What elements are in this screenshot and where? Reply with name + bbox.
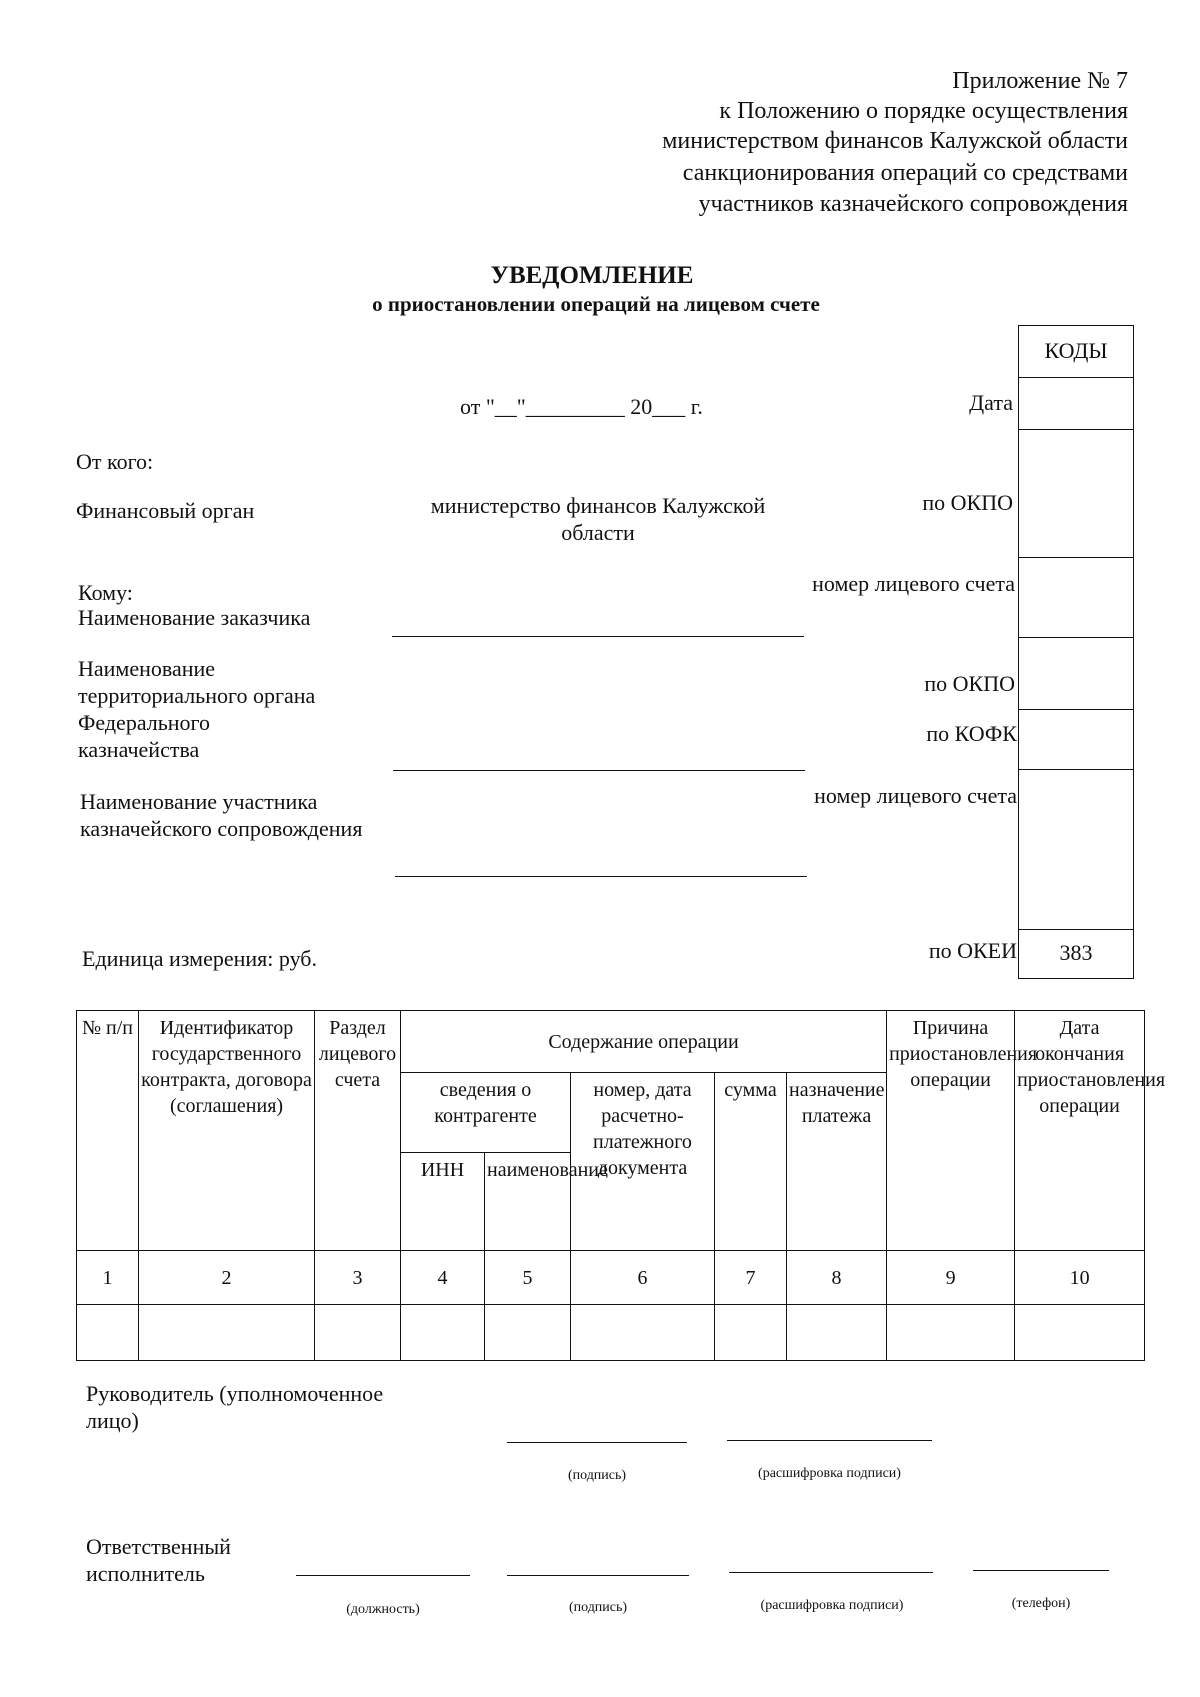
okpo-label-2: по ОКПО bbox=[924, 671, 1015, 696]
head-label: Руководитель (уполномоченное лицо) bbox=[86, 1381, 384, 1433]
customer-label: Наименование заказчика bbox=[78, 605, 311, 630]
table-cell[interactable] bbox=[485, 1305, 571, 1361]
kofk-label: по КОФК bbox=[926, 721, 1017, 746]
head-decode-caption: (расшифровка подписи) bbox=[758, 1466, 901, 1481]
territorial-organ-label: Наименование территориального органа Федерального казначейства bbox=[78, 656, 316, 762]
column-number: 1 bbox=[77, 1251, 139, 1305]
col-purpose-header: назначение платежа bbox=[787, 1073, 887, 1251]
col-section-header: Раздел лицевого счета bbox=[315, 1011, 401, 1251]
column-number: 4 bbox=[401, 1251, 485, 1305]
code-okpo-cell[interactable] bbox=[1019, 430, 1133, 558]
code-date-cell[interactable] bbox=[1019, 378, 1133, 430]
okei-label: по ОКЕИ bbox=[928, 938, 1017, 963]
code-okei-cell: 383 bbox=[1059, 940, 1093, 965]
col-number-header: № п/п bbox=[77, 1011, 139, 1251]
table-cell[interactable] bbox=[315, 1305, 401, 1361]
date-line: от "__"_________ 20___ г. bbox=[460, 394, 703, 419]
financial-organ-label: Финансовый орган bbox=[76, 498, 255, 523]
col-name-header: наименование bbox=[485, 1153, 571, 1251]
col-contract-header: Идентификатор государственного контракта, договора (соглашения) bbox=[139, 1011, 315, 1251]
unit-label: Единица измерения: руб. bbox=[82, 946, 317, 971]
account-label-1: номер лицевого счета bbox=[812, 571, 1015, 596]
appendix-line-5: участников казначейского сопровождения bbox=[698, 191, 1128, 217]
appendix-line-4: санкционирования операций со средствами bbox=[682, 160, 1128, 186]
appendix-number: Приложение № 7 bbox=[952, 68, 1128, 94]
head-decode-field[interactable] bbox=[727, 1440, 932, 1441]
head-signature-field[interactable] bbox=[507, 1442, 687, 1443]
col-reason-header: Причина приостановления операции bbox=[887, 1011, 1015, 1251]
table-cell[interactable] bbox=[139, 1305, 315, 1361]
table-cell[interactable] bbox=[787, 1305, 887, 1361]
contractor-info-header: сведения о контрагенте bbox=[401, 1073, 571, 1153]
column-number: 10 bbox=[1015, 1251, 1145, 1305]
responsible-decode-caption: (расшифровка подписи) bbox=[760, 1598, 904, 1613]
column-numbers-row bbox=[77, 1251, 1145, 1305]
appendix-line-2: к Положению о порядке осуществления bbox=[719, 98, 1128, 124]
customer-field[interactable] bbox=[392, 636, 804, 637]
territorial-organ-field[interactable] bbox=[393, 770, 805, 771]
column-number: 5 bbox=[485, 1251, 571, 1305]
table-cell[interactable] bbox=[887, 1305, 1015, 1361]
col-sum-header: сумма bbox=[715, 1073, 787, 1251]
from-label: От кого: bbox=[76, 449, 154, 474]
responsible-decode-field[interactable] bbox=[729, 1572, 933, 1573]
head-signature-caption: (подпись) bbox=[567, 1468, 627, 1483]
to-label: Кому: bbox=[78, 580, 133, 605]
codes-column bbox=[1018, 325, 1134, 979]
responsible-phone-field[interactable] bbox=[973, 1570, 1109, 1571]
appendix-line-3: министерством финансов Калужской области bbox=[662, 128, 1128, 154]
responsible-signature-caption: (подпись) bbox=[568, 1600, 628, 1615]
column-number: 9 bbox=[887, 1251, 1015, 1305]
code-account-cell[interactable] bbox=[1019, 558, 1133, 638]
col-inn-header: ИНН bbox=[401, 1153, 485, 1251]
okpo-label-1: по ОКПО bbox=[922, 490, 1013, 515]
document-title: УВЕДОМЛЕНИЕ bbox=[490, 262, 694, 289]
table-cell[interactable] bbox=[401, 1305, 485, 1361]
col-document-header: номер, дата расчетно-платежного документа bbox=[571, 1073, 715, 1251]
operation-content-header: Содержание операции bbox=[401, 1011, 887, 1073]
code-account2-cell[interactable] bbox=[1019, 770, 1133, 930]
col-end-date-header: Дата окончания приостановления операции bbox=[1015, 1011, 1145, 1251]
date-label: Дата bbox=[969, 390, 1013, 415]
column-number: 8 bbox=[787, 1251, 887, 1305]
responsible-position-field[interactable] bbox=[296, 1575, 470, 1576]
code-kofk-cell[interactable] bbox=[1019, 710, 1133, 770]
financial-organ-value: министерство финансов Калужской области bbox=[430, 493, 766, 545]
document-subtitle: о приостановлении операций на лицевом счете bbox=[372, 292, 820, 316]
codes-header: КОДЫ bbox=[1019, 326, 1133, 378]
account-label-2: номер лицевого счета bbox=[814, 783, 1017, 808]
table-row bbox=[77, 1305, 1145, 1361]
table-cell[interactable] bbox=[77, 1305, 139, 1361]
responsible-signature-field[interactable] bbox=[507, 1575, 689, 1576]
column-number: 3 bbox=[315, 1251, 401, 1305]
operations-table bbox=[76, 1010, 1166, 1361]
code-okpo2-cell[interactable] bbox=[1019, 638, 1133, 710]
column-number: 6 bbox=[571, 1251, 715, 1305]
participant-field[interactable] bbox=[395, 876, 807, 877]
table-cell[interactable] bbox=[715, 1305, 787, 1361]
column-number: 7 bbox=[715, 1251, 787, 1305]
participant-label: Наименование участника казначейского сопровождения bbox=[80, 789, 363, 841]
responsible-label: Ответственный исполнитель bbox=[86, 1534, 231, 1586]
phone-caption: (телефон) bbox=[1011, 1596, 1071, 1611]
table-cell[interactable] bbox=[1015, 1305, 1145, 1361]
column-number: 2 bbox=[139, 1251, 315, 1305]
position-caption: (должность) bbox=[346, 1602, 420, 1617]
table-cell[interactable] bbox=[571, 1305, 715, 1361]
